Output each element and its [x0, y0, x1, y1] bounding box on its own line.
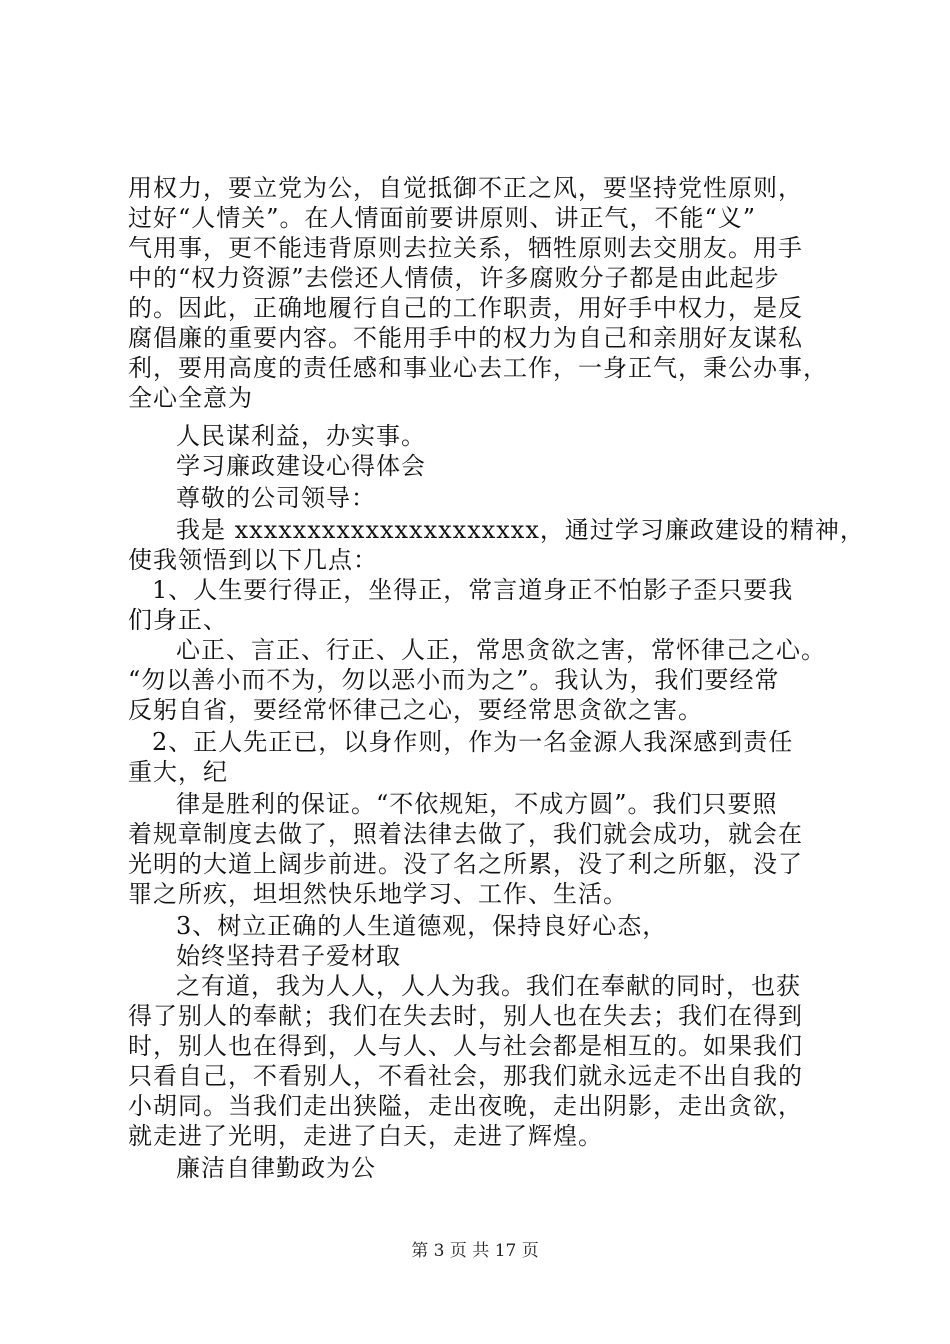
text-line: 气用事，更不能违背原则去拉关系，牺牲原则去交朋友。用手 [128, 234, 803, 262]
text-line: 时，别人也在得到，人与人、人与社会都是相互的。如果我们 [128, 1032, 803, 1060]
text-line: 心正、言正、行正、人正，常思贪欲之害，常怀律己之心。 [176, 636, 826, 664]
text-line: 的。因此，正确地履行自己的工作职责，用好手中权力，是反 [128, 294, 803, 322]
text-line: 光明的大道上阔步前进。没了名之所累，没了利之所躯，没了 [128, 850, 803, 878]
text-line: 着规章制度去做了，照着法律去做了，我们就会成功，就会在 [128, 820, 803, 848]
text-line: 重大，纪 [128, 758, 228, 786]
heading-line: 学习廉政建设心得体会 [176, 452, 426, 480]
text-line: 腐倡廉的重要内容。不能用手中的权力为自己和亲朋好友谋私 [128, 324, 803, 352]
page-number: 第 3 页 共 17 页 [411, 1241, 539, 1261]
text-line: 人民谋利益，办实事。 [176, 422, 426, 450]
text-line: 律是胜利的保证。“不依规矩，不成方圆”。我们只要照 [176, 790, 778, 818]
text-line: 就走进了光明，走进了白天，走进了辉煌。 [128, 1122, 603, 1150]
text-line: “勿以善小而不为，勿以恶小而为之”。我认为，我们要经常 [128, 666, 780, 694]
text-line: 反躬自省，要经常怀律己之心，要经常思贪欲之害。 [128, 696, 703, 724]
salutation-line: 尊敬的公司领导： [176, 484, 376, 512]
text-line: 始终坚持君子爱材取 [176, 942, 401, 970]
text-line: 只看自己，不看别人，不看社会，那我们就永远走不出自我的 [128, 1062, 803, 1090]
text-line: 使我领悟到以下几点： [128, 546, 378, 574]
text-line: 得了别人的奉献；我们在失去时，别人也在失去；我们在得到 [128, 1002, 803, 1030]
text-line: 中的“权力资源”去偿还人情债，许多腐败分子都是由此起步 [128, 264, 780, 292]
text-line: 过好“人情关”。在人情面前要讲原则、讲正气，不能“义” [128, 204, 757, 232]
text-line: 小胡同。当我们走出狭隘，走出夜晚，走出阴影，走出贪欲， [128, 1092, 803, 1120]
text-line: 1、人生要行得正，坐得正，常言道身正不怕影子歪只要我 [152, 576, 794, 604]
text-line: 3、树立正确的人生道德观，保持良好心态， [176, 912, 668, 940]
text-line: 2、正人先正已，以身作则，作为一名金源人我深感到责任 [152, 728, 794, 756]
text-line: 用权力，要立党为公，自觉抵御不正之风，要坚持党性原则， [128, 174, 803, 202]
text-line: 我是 xxxxxxxxxxxxxxxxxxxxx，通过学习廉政建设的精神， [176, 516, 865, 544]
text-line: 罪之所疚，坦坦然快乐地学习、工作、生活。 [128, 880, 628, 908]
text-line: 利，要用高度的责任感和事业心去工作，一身正气，秉公办事， [128, 354, 828, 382]
text-line: 们身正、 [128, 606, 228, 634]
text-line: 之有道，我为人人，人人为我。我们在奉献的同时，也获 [176, 972, 801, 1000]
text-line: 全心全意为 [128, 384, 253, 412]
heading-line: 廉洁自律勤政为公 [176, 1154, 376, 1182]
